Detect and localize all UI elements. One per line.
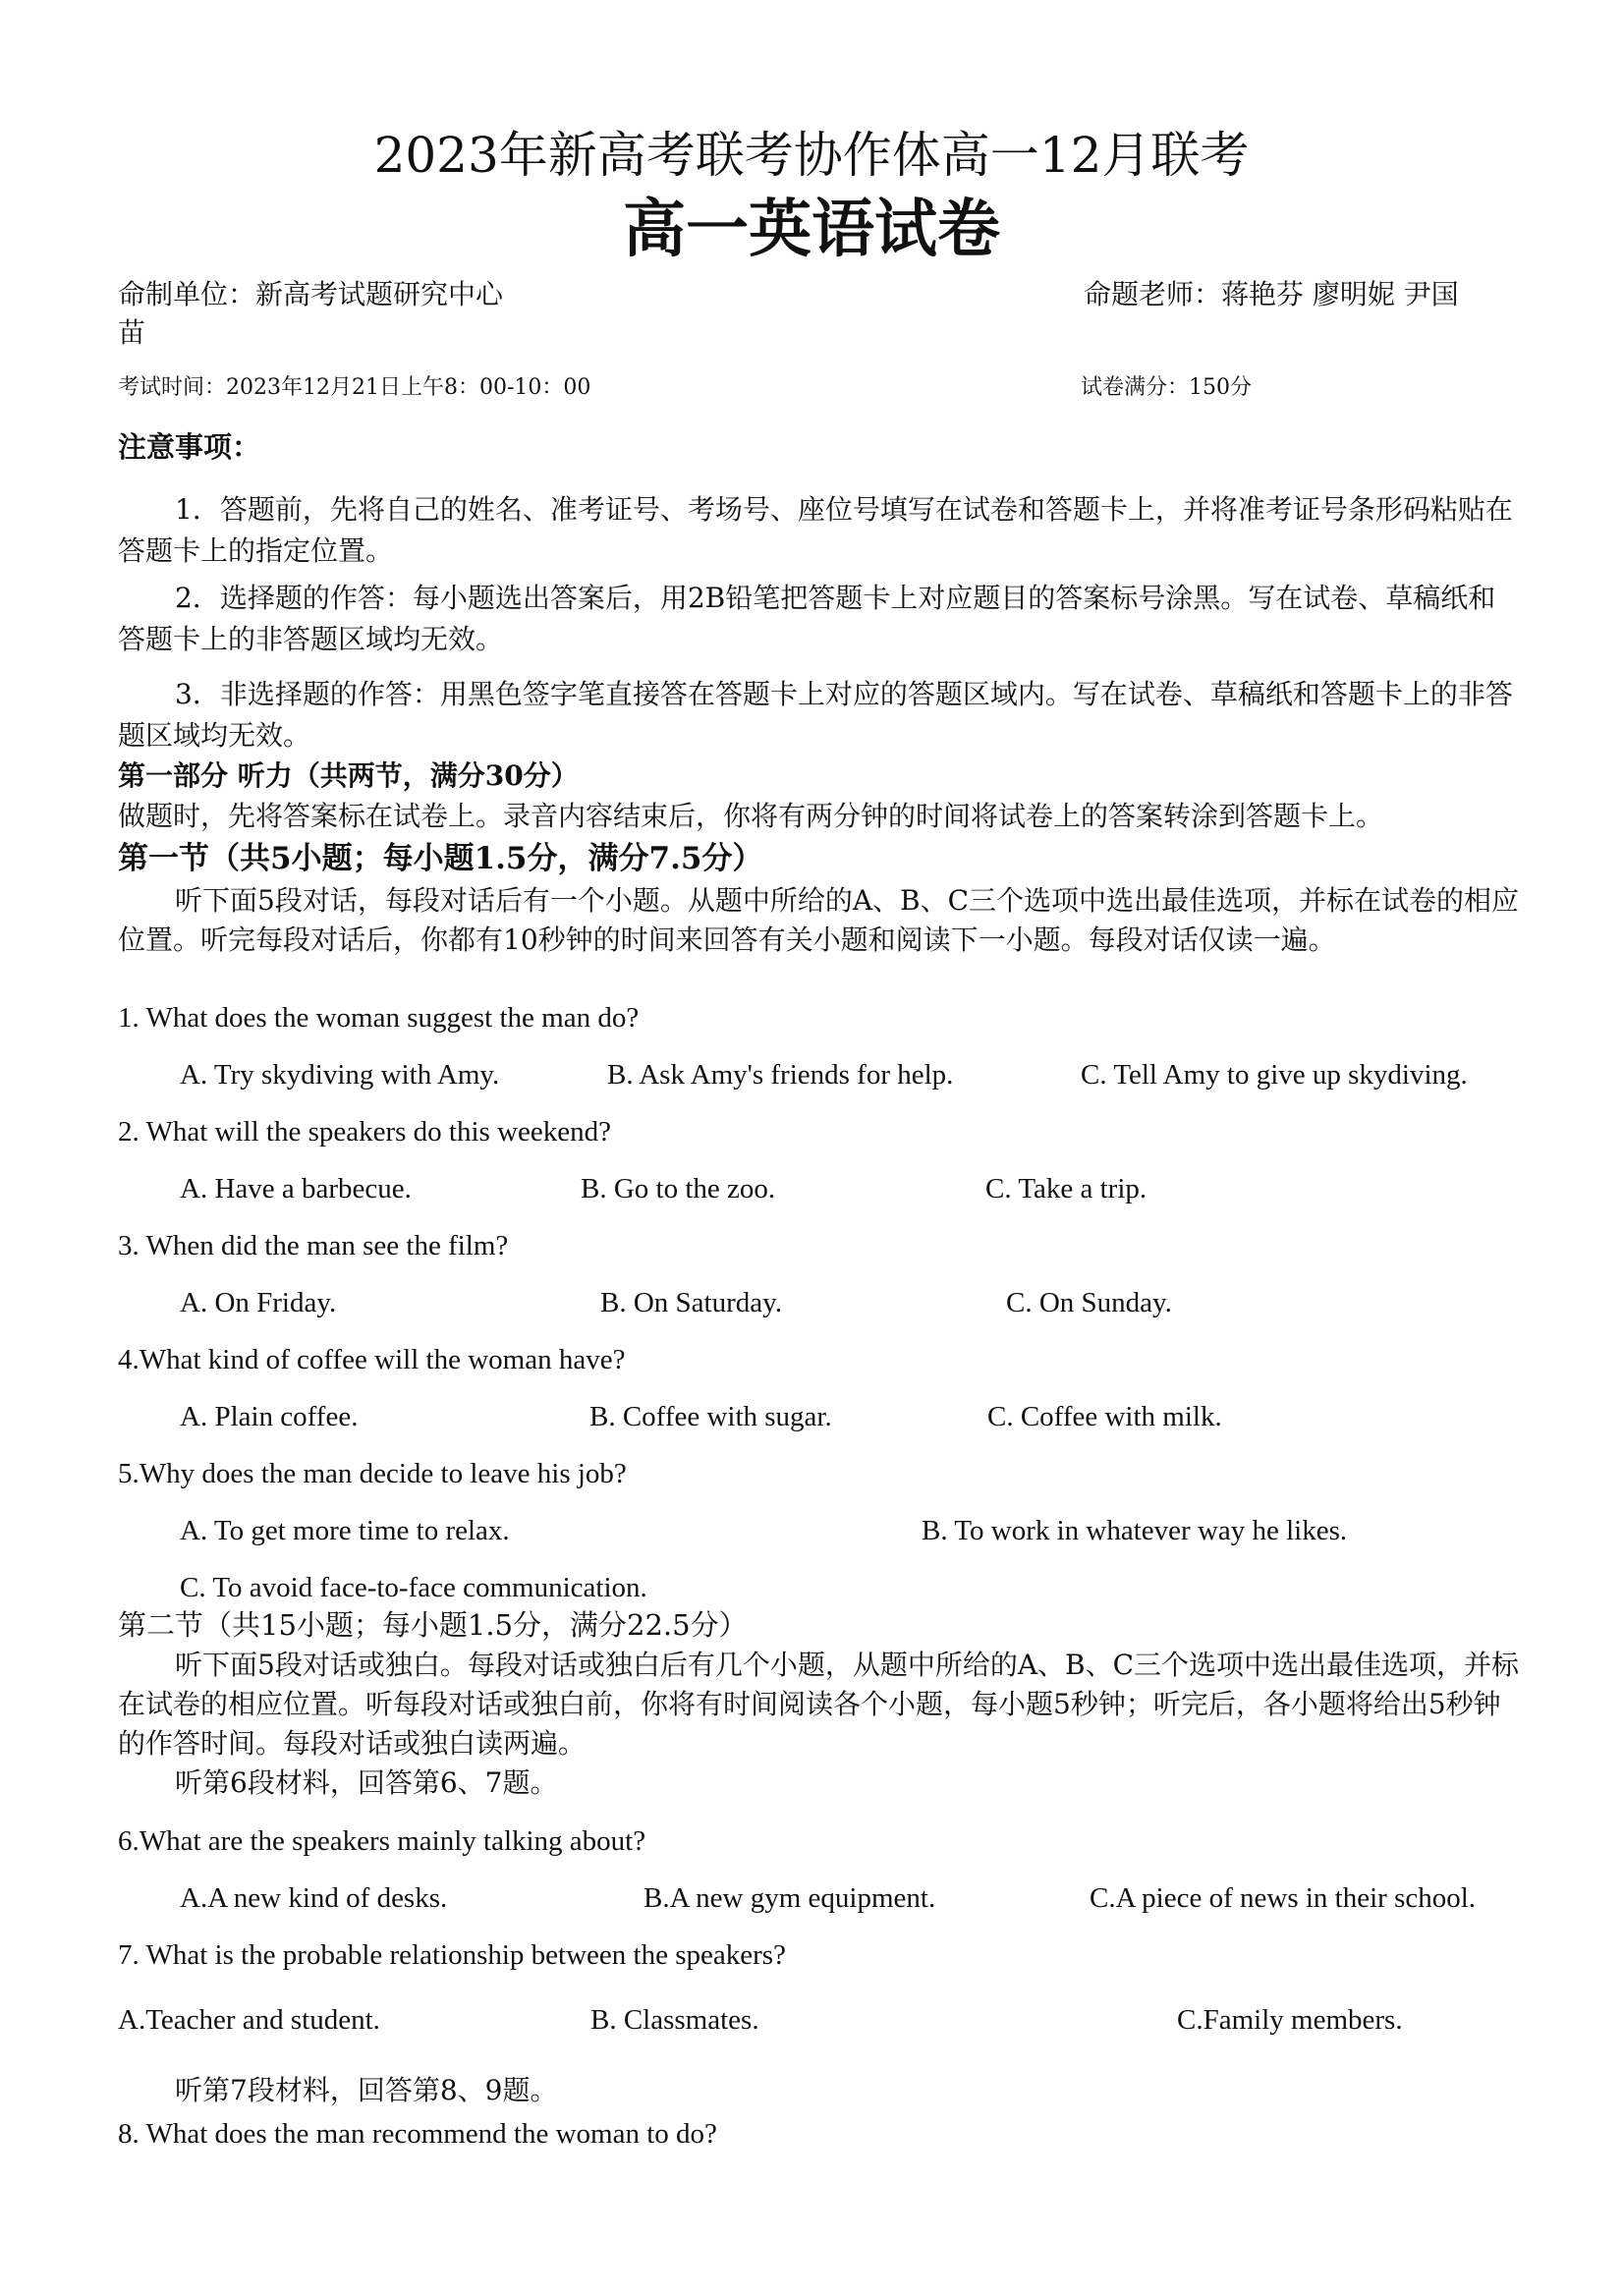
q6-option-b: B.A new gym equipment.: [644, 1882, 936, 1914]
q2-stem: 2. What will the speakers do this weekend?: [118, 1116, 611, 1148]
exam-subtitle: 高一英语试卷: [623, 193, 1000, 266]
q2-option-b: B. Go to the zoo.: [581, 1173, 776, 1204]
q5-option-b: B. To work in whatever way he likes.: [922, 1515, 1348, 1546]
q1-option-c: C. Tell Amy to give up skydiving.: [1081, 1059, 1468, 1091]
q3-option-a: A. On Friday.: [180, 1287, 337, 1318]
notice-item-1: 1．答题前，先将自己的姓名、准考证号、考场号、座位号填写在试卷和答题卡上，并将准考证号条形码粘贴在答题卡上的指定位置。: [118, 493, 1513, 567]
q7-stem: 7. What is the probable relationship between the speakers?: [118, 1939, 786, 1971]
q5-stem: 5.Why does the man decide to leave his job?: [118, 1458, 627, 1489]
section1-heading: 第一节（共5小题；每小题1.5分，满分7.5分）: [118, 841, 763, 876]
q3-stem: 3. When did the man see the film?: [118, 1230, 509, 1261]
q3-option-b: B. On Saturday.: [600, 1287, 782, 1318]
q4-option-a: A. Plain coffee.: [180, 1401, 359, 1432]
exam-time: 考试时间：2023年12月21日上午8：00-10：00: [118, 375, 591, 400]
q7-option-b: B. Classmates.: [590, 2004, 759, 2036]
full-score: 试卷满分：150分: [1081, 375, 1252, 400]
notice-heading: 注意事项：: [118, 430, 261, 464]
q3-option-c: C. On Sunday.: [1006, 1287, 1172, 1318]
q1-option-b: B. Ask Amy's friends for help.: [607, 1059, 954, 1091]
exam-title: 2023年新高考联考协作体高一12月联考: [373, 127, 1250, 184]
unit-wrap: 苗: [118, 316, 146, 349]
q7-option-a: A.Teacher and student.: [118, 2004, 380, 2036]
q6-option-c: C.A piece of news in their school.: [1090, 1882, 1477, 1914]
notice-item-2: 2．选择题的作答：每小题选出答案后，用2B铅笔把答题卡上对应题目的答案标号涂黑。写在试卷、草稿纸和答题卡上的非答题区域均无效。: [118, 582, 1496, 655]
q5-option-a: A. To get more time to relax.: [180, 1515, 510, 1546]
q8-stem: 8. What does the man recommend the woman to do?: [118, 2118, 717, 2150]
q5-option-c: C. To avoid face-to-face communication.: [180, 1572, 647, 1603]
notice-item-3: 3．非选择题的作答：用黑色签字笔直接答在答题卡上对应的答题区域内。写在试卷、草稿纸和答题卡上的非答题区域均无效。: [118, 678, 1513, 752]
unit-label: 命制单位：新高考试题研究中心: [118, 278, 504, 310]
section1-instruction: 听下面5段对话，每段对话后有一个小题。从题中所给的A、B、C三个选项中选出最佳选项，并标在试卷的相应位置。听完每段对话后，你都有10秒钟的时间来回答有关小题和阅读下一小题。每段对话仅读一遍。: [118, 884, 1520, 956]
part1-instruction: 做题时，先将答案标在试卷上。录音内容结束后，你将有两分钟的时间将试卷上的答案转涂到答题卡上。: [118, 800, 1384, 832]
q2-option-c: C. Take a trip.: [985, 1173, 1147, 1204]
q4-option-b: B. Coffee with sugar.: [589, 1401, 832, 1432]
q7-option-c: C.Family members.: [1177, 2004, 1403, 2036]
section2-heading: 第二节（共15小题；每小题1.5分，满分22.5分）: [118, 1608, 748, 1642]
q4-stem: 4.What kind of coffee will the woman have?: [118, 1344, 626, 1375]
material6-label: 听第6段材料，回答第6、7题。: [175, 1766, 558, 1799]
q4-option-c: C. Coffee with milk.: [987, 1401, 1222, 1432]
q6-stem: 6.What are the speakers mainly talking about?: [118, 1825, 646, 1857]
q1-option-a: A. Try skydiving with Amy.: [180, 1059, 500, 1091]
part1-heading: 第一部分 听力（共两节，满分30分）: [118, 759, 579, 792]
q6-option-a: A.A new kind of desks.: [180, 1882, 448, 1914]
section2-instruction: 听下面5段对话或独白。每段对话或独白后有几个小题，从题中所给的A、B、C三个选项中选出最佳选项，并标在试卷的相应位置。听每段对话或独白前，你将有时间阅读各个小题，每小题5秒钟；听完后，各小题将给出5秒钟的作答时间。每段对话或独白读两遍。: [118, 1649, 1520, 1760]
material7-label: 听第7段材料，回答第8、9题。: [175, 2074, 558, 2106]
q1-stem: 1. What does the woman suggest the man do?: [118, 1002, 640, 1034]
q2-option-a: A. Have a barbecue.: [180, 1173, 412, 1204]
teachers-label: 命题老师：蒋艳芬 廖明妮 尹国: [1084, 278, 1459, 310]
